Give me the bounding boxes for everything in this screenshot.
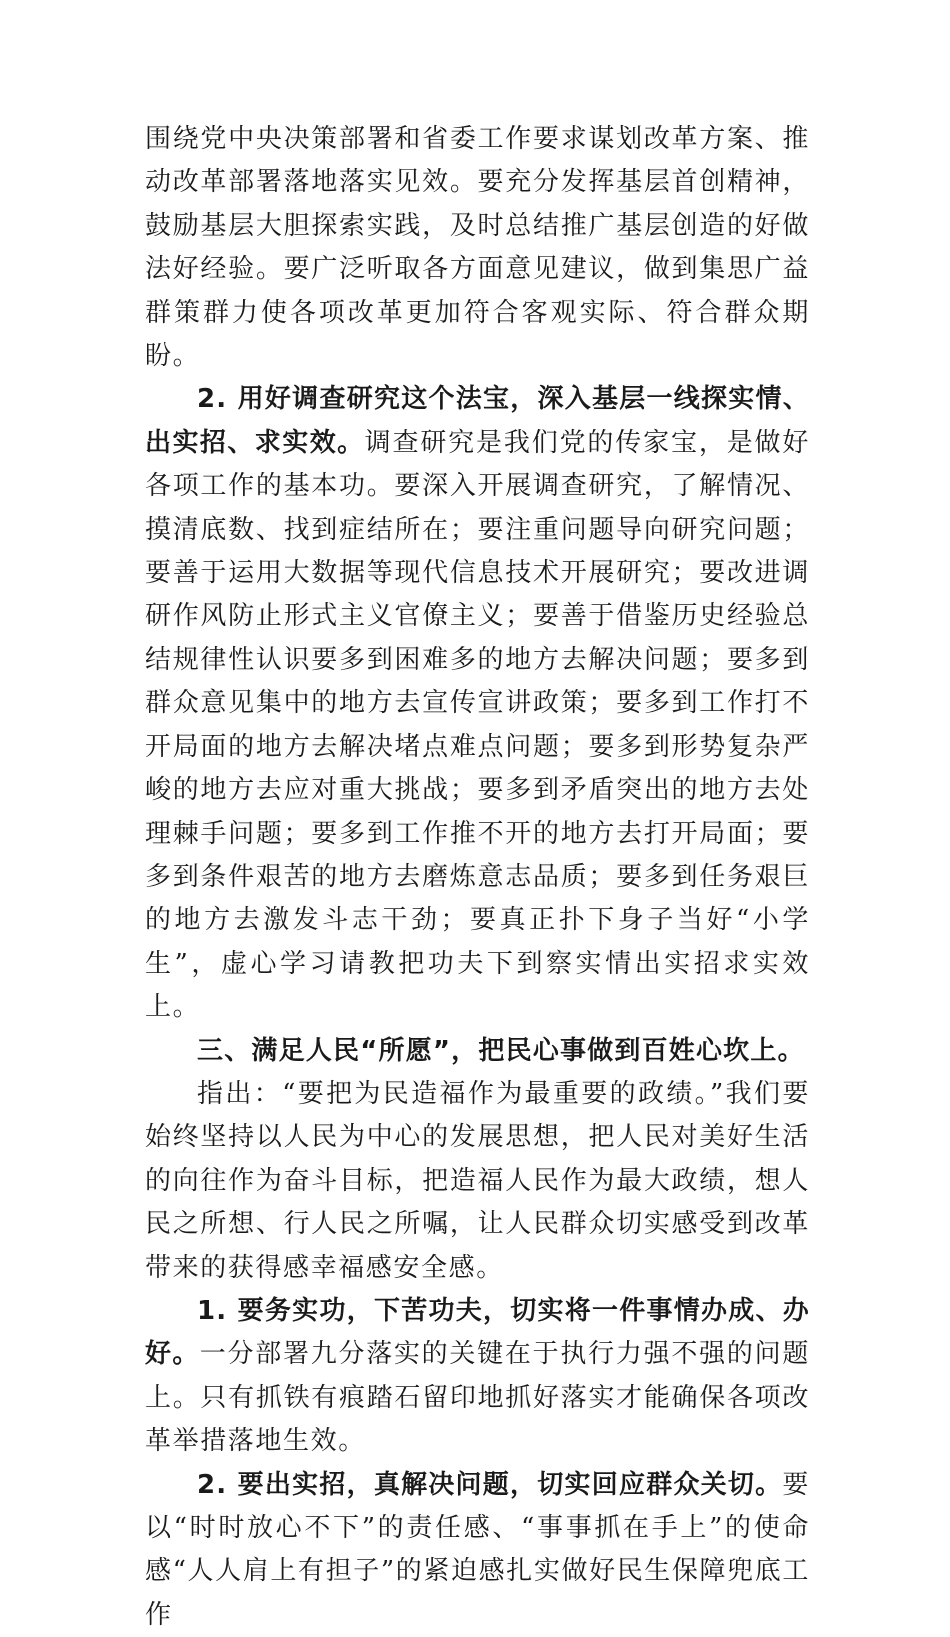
subheading-investigation: 2. 用好调查研究这个法宝，深入基层一线探实情、出实招、求实效。 [145,384,810,458]
paragraph-intro [145,118,810,378]
paragraph-people-text: 指出：“要把为民造福作为最重要的政绩。”我们要始终坚持以人民为中心的发展思想，把人民对美好生活的向往作为奋斗目标，把造福人民作为最大政绩，想人民之所想、行人民之所嘱，让人民群众切实感受到改革带来的获得感幸福感安全感。 [145,1078,810,1283]
paragraph-practical-work-text: 一分部署九分落实的关键在于执行力强不强的问题上。只有抓铁有痕踏石留印地抓好落实才能确保各项改革举措落地生效。 [145,1339,810,1457]
section-heading-three: 三、满足人民“所愿”，把民心事做到百姓心坎上。 [197,1035,805,1066]
paragraph-investigation-text: 调查研究是我们党的传家宝，是做好各项工作的基本功。要深入开展调查研究，了解情况、摸清底数、找到症结所在；要注重问题导向研究问题；要善于运用大数据等现代信息技术开展研究；要改进调研作风防止形式主义官僚主义；要善于借鉴历史经验总结规律性认识要多到困难多的地方去解决问题；要多到群众意见集中的地方去宣传宣讲政策；要多到工作打不开局面的地方去解决堵点难点问题；要多到形势复杂严峻的地方去应对重大挑战；要多到矛盾突出的地方去处理棘手问题；要多到工作推不开的地方去打开局面；要多到条件艰苦的地方去磨炼意志品质；要多到任务艰巨的地方去激发斗志干劲；要真正扑下身子当好“小学生”，虚心学习请教把功夫下到察实情出实招求实效上。 [145,427,810,1023]
subheading-practical-work: 1. 要务实功，下苦功夫，切实将一件事情办成、办好。 [145,1295,810,1370]
document-body [145,118,810,1637]
paragraph-real-measures-text: 要以“时时放心不下”的责任感、“事事抓在手上”的使命感“人人肩上有担子”的紧迫感扎实做好民生保障兜底工作 [145,1469,810,1630]
paragraph-practical-work [145,1290,810,1464]
paragraph-real-measures [145,1464,810,1637]
subheading-real-measures: 2. 要出实招，真解决问题，切实回应群众关切。 [197,1469,783,1500]
paragraph-intro-text: 围绕党中央决策部署和省委工作要求谋划改革方案、推动改革部署落地落实见效。要充分发挥基层首创精神，鼓励基层大胆探索实践，及时总结推广基层创造的好做法好经验。要广泛听取各方面意见建议，做到集思广益群策群力使各项改革更加符合客观实际、符合群众期盼。 [145,124,810,372]
paragraph-people [145,1073,810,1290]
paragraph-investigation [145,378,810,1029]
